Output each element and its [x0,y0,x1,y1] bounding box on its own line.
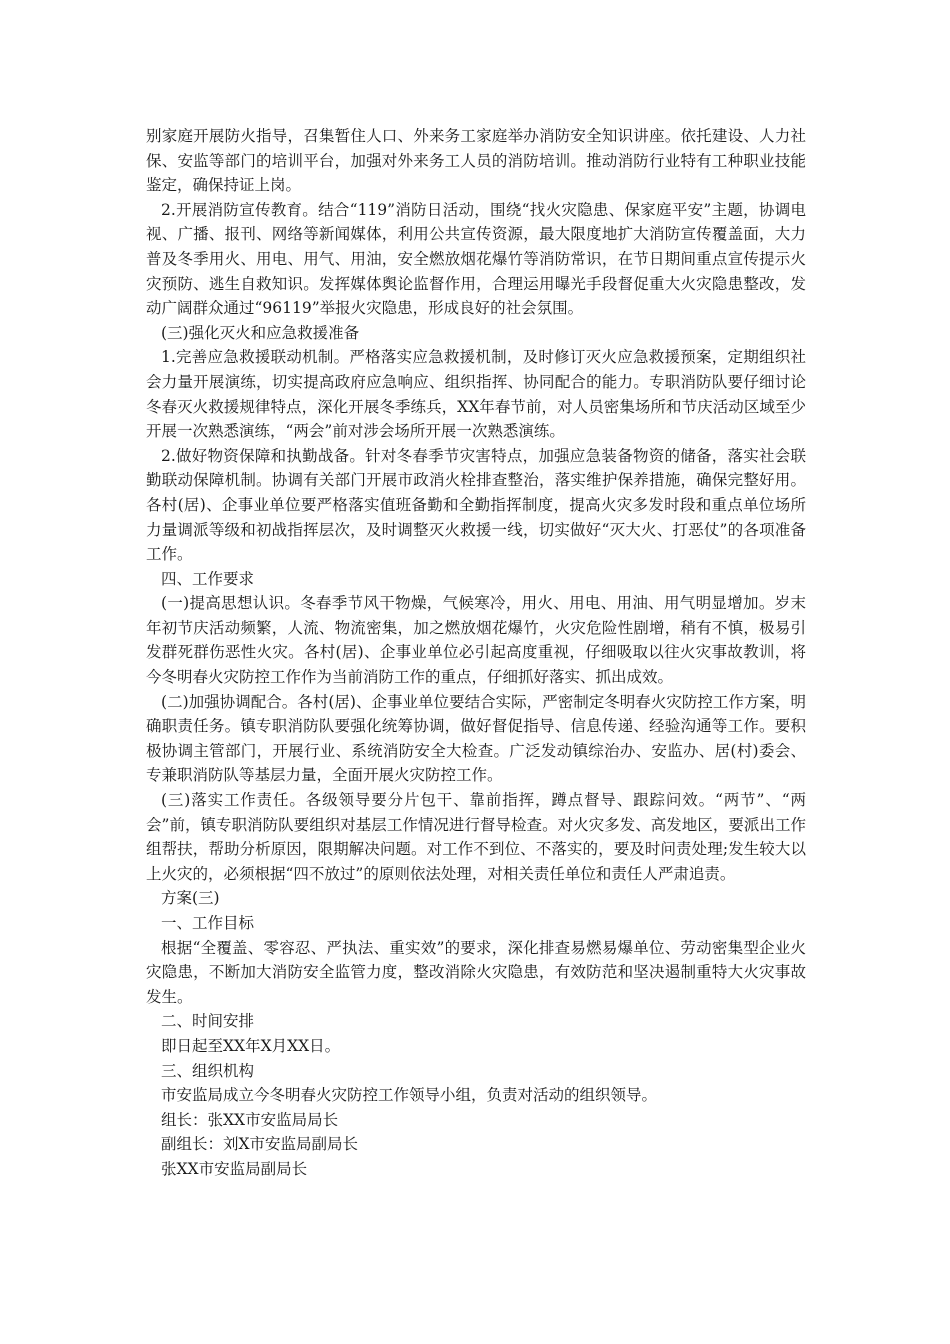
paragraph: 2.开展消防宣传教育。结合“119”消防日活动，围绕“找火灾隐患、保家庭平安”主题，协调电视、广播、报刊、网络等新闻媒体，利用公共宣传资源，最大限度地扩大消防宣传覆盖面，大力普及冬季用火、用电、用气、用油，安全燃放烟花爆竹等消防常识，在节日期间重点宣传提示火灾预防、逃生自救知识。发挥媒体舆论监督作用，合理运用曝光手段督促重大火灾隐患整改，发动广阔群众通过“96119”举报火灾隐患，形成良好的社会氛围。 [146,200,806,318]
paragraph: (二)加强协调配合。各村(居)、企事业单位要结合实际，严密制定冬明春火灾防控工作方案，明确职责任务。镇专职消防队要强化统筹协调，做好督促指导、信息传递、经验沟通等工作。要积极协调主管部门，开展行业、系统消防安全大检查。广泛发动镇综治办、安监办、居(村)委会、专兼职消防队等基层力量，全面开展火灾防控工作。 [146,692,806,785]
paragraph: 市安监局成立今冬明春火灾防控工作领导小组，负责对活动的组织领导。 [161,1086,658,1105]
paragraph: 根据“全覆盖、零容忍、严执法、重实效”的要求，深化排查易燃易爆单位、劳动密集型企业火灾隐患，不断加大消防安全监管力度，整改消除火灾隐患，有效防范和坚决遏制重特大火灾事故发生。 [146,938,806,1006]
section-heading: 四、工作要求 [161,569,255,588]
paragraph: 副组长：刘X市安监局副局长 [161,1135,359,1154]
paragraph: 即日起至XX年X月XX日。 [161,1036,341,1055]
paragraph: 别家庭开展防火指导，召集暂住人口、外来务工家庭举办消防安全知识讲座。依托建设、人力社保、安监等部门的培训平台，加强对外来务工人员的消防培训。推动消防行业特有工种职业技能鉴定，确保持证上岗。 [146,127,806,195]
paragraph: (一)提高思想认识。冬春季节风干物燥，气候寒冷，用火、用电、用油、用气明显增加。岁末年初节庆活动频繁，人流、物流密集，加之燃放烟花爆竹，火灾危险性剧增，稍有不慎，极易引发群死群伤恶性火灾。各村(居)、企事业单位必引起高度重视，仔细吸取以往火灾事故教训，将今冬明春火灾防控工作作为当前消防工作的重点，仔细抓好落实、抓出成效。 [146,594,806,687]
document-body [146,124,806,1182]
paragraph: 组长：张XX市安监局局长 [161,1110,339,1129]
section-heading: 三、组织机构 [161,1061,255,1080]
paragraph: 1.完善应急救援联动机制。严格落实应急救援机制，及时修订灭火应急救援预案，定期组织社会力量开展演练，切实提高政府应急响应、组织指挥、协同配合的能力。专职消防队要仔细讨论冬春灭火救援规律特点，深化开展冬季练兵，XX年春节前，对人员密集场所和节庆活动区域至少开展一次熟悉演练，“两会”前对涉会场所开展一次熟悉演练。 [146,348,806,441]
section-heading: 二、时间安排 [161,1012,255,1031]
paragraph: 2.做好物资保障和执勤战备。针对冬春季节灾害特点，加强应急装备物资的储备，落实社会联勤联动保障机制。协调有关部门开展市政消火栓排查整治，落实维护保养措施，确保完整好用。各村(居)、企事业单位要严格落实值班备勤和全勤指挥制度，提高火灾多发时段和重点单位场所力量调派等级和初战指挥层次，及时调整灭火救援一线，切实做好“灭大火、打恶仗”的各项准备工作。 [146,446,806,564]
section-heading: 方案(三) [161,889,220,908]
paragraph: (三)落实工作责任。各级领导要分片包干、靠前指挥，蹲点督导、跟踪问效。“两节”、“两会”前，镇专职消防队要组织对基层工作情况进行督导检查。对火灾多发、高发地区，要派出工作组帮扶，帮助分析原因，限期解决问题。对工作不到位、不落实的，要及时问责处理;发生较大以上火灾的，必须根据“四不放过”的原则依法处理，对相关责任单位和责任人严肃追责。 [146,791,806,883]
section-heading: 一、工作目标 [161,914,255,932]
section-heading: (三)强化灭火和应急救援准备 [161,323,360,342]
paragraph: 张XX市安监局副局长 [161,1159,308,1178]
